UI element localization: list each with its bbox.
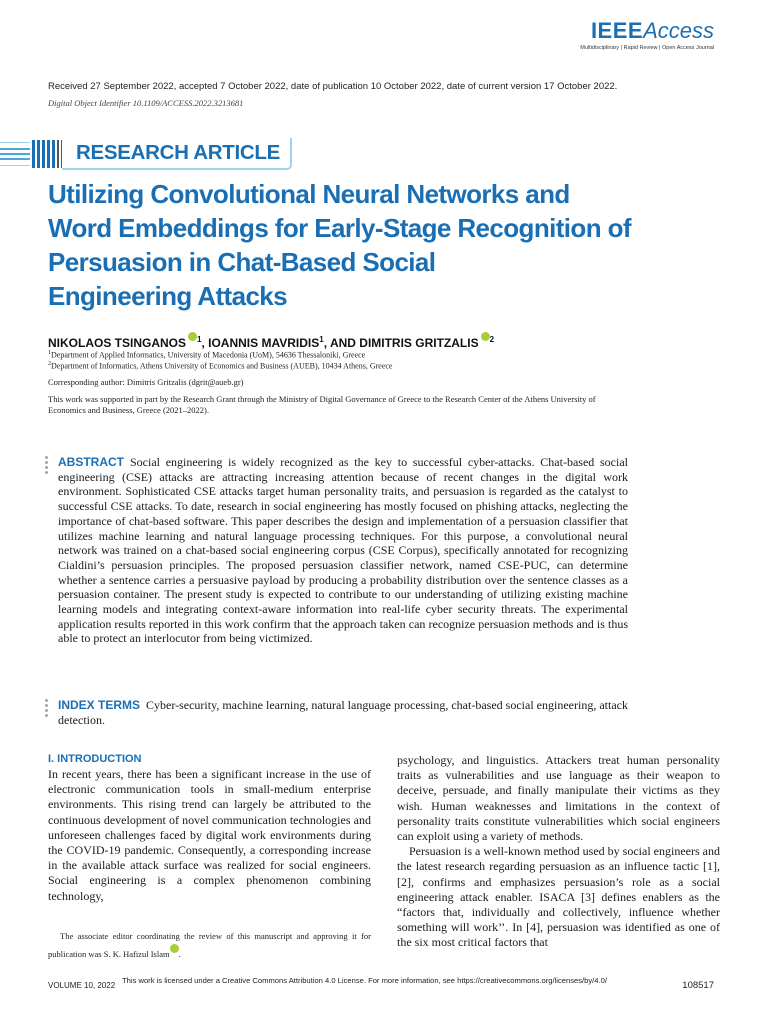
- page-number: 108517: [682, 980, 714, 991]
- title-line: Utilizing Convolutional Neural Networks and: [48, 179, 570, 209]
- footer-license: This work is licensed under a Creative Commons Attribution 4.0 License. For more information, see https://creativecommons.org/licenses/by/4.0/: [122, 976, 607, 985]
- index-terms-label: INDEX TERMS: [58, 698, 141, 712]
- author-list: [48, 333, 494, 350]
- editor-footnote: [48, 929, 371, 962]
- doi: Digital Object Identifier 10.1109/ACCESS.2022.3213681: [48, 98, 244, 108]
- funding-statement: This work was supported in part by the Research Grant through the Ministry of Digital Governance of Greece to the Research Center of the Athens University of Economics and Business, Greece (2021–2022).: [48, 394, 596, 415]
- journal-tagline: Multidisciplinary | Rapid Review | Open Access Journal: [580, 45, 714, 51]
- paper-title: [48, 177, 688, 313]
- affiliation-2: [48, 361, 392, 371]
- section-heading: I. INTRODUCTION: [48, 753, 142, 765]
- index-terms-text: Cyber-security, machine learning, natural language processing, chat-based social engineering, attack detection.: [58, 698, 628, 727]
- author-name: , IOANNIS MAVRIDIS: [201, 336, 320, 350]
- brand-bold: IEEE: [590, 18, 644, 43]
- abstract-text: Social engineering is widely recognized as the key to successful cyber-attacks. Chat-based social engineering (CSE) attacks are attracting increasing attention because of recent changes in the digital work environment. Sophisticated CSE attacks target human personality traits, and persuasion is regarded as the catalyst to successful CSE attacks. To date, research in social engineering has mostly focused on phishing attacks, neglecting the importance of chat-based software. This paper describes the design and implementation of a persuasion classifier that utilizes machine learning and natural language processing techniques. For this purpose, a convolutional neural network was trained on a chat-based social engineering corpus (CSE Corpus), specifically annotated for recognizing Cialdini’s persuasion principles. The proposed persuasion classifier network, named CSE-PUC, can determine whether a sentence carries a persuasive payload by producing a probability distribution over the sentence classes as a persuasion container. The present study is expected to contribute to our understanding of utilizing existing machine learning models and integrating context-aware information into real-life cyber security threats. The experimental application results reported in this work confirm that the approach taken can recognize persuasion methods and is thus able to protect an interlocutor from being victimized.: [58, 455, 628, 646]
- index-terms: [58, 698, 628, 727]
- brand-italic: Access: [643, 18, 714, 43]
- received-dates: Received 27 September 2022, accepted 7 October 2022, date of publication 10 October 2022, date of current version 17 October 2022.: [48, 81, 618, 92]
- title-line: Word Embeddings for Early-Stage Recognition of: [48, 213, 631, 243]
- title-line: Persuasion in Chat-Based Social: [48, 247, 436, 277]
- index-terms-marker: [45, 699, 48, 719]
- abstract-marker: [45, 456, 48, 476]
- orcid-icon[interactable]: [188, 332, 197, 341]
- affiliation-number: 1: [48, 350, 51, 356]
- abstract-label: ABSTRACT: [58, 455, 124, 469]
- intro-paragraphs: [397, 753, 720, 951]
- affiliation-1: [48, 350, 365, 360]
- affiliation-marker: 1: [197, 335, 202, 344]
- author-name: , AND DIMITRIS GRITZALIS: [323, 336, 479, 350]
- affiliation-number: 2: [48, 361, 51, 367]
- affiliation-marker: 2: [489, 335, 495, 344]
- footer-volume: VOLUME 10, 2022: [48, 981, 116, 990]
- author-name: NIKOLAOS TSINGANOS: [48, 336, 187, 350]
- footnote-end: .: [178, 948, 181, 959]
- footnote-text: The associate editor coordinating the review of this manuscript and approving it for publication was S. K. Hafizul Islam: [48, 931, 371, 959]
- journal-logo: [580, 20, 714, 51]
- affiliation-text: Department of Applied Informatics, University of Macedonia (UoM), 54636 Thessaloniki, Greece: [51, 350, 366, 360]
- intro-right-column: [397, 753, 720, 951]
- affiliation-marker: 1: [319, 335, 324, 344]
- title-line: Engineering Attacks: [48, 281, 288, 311]
- body-paragraph: In recent years, there has been a significant increase in the use of electronic communication tools in small-medium enterprise environments. This rising trend can largely be attributed to the continuous development of novel communication technologies and unforeseen challenges faced by digital work environments during the COVID-19 pandemic. Consequently, a corresponding increase in the available attack surface was realized for social engineers. Social engineering is a complex phenomenon combining technology,: [48, 767, 371, 903]
- body-paragraph: Persuasion is a well-known method used by social engineers and the latest research regarding persuasion as an influence tactic [1], [2], confirms and emphasizes persuasion’s role as a social engineering attack enabler. ISACA [3] defines enablers as the “factors that, individually and collectively, influence whether something will work’’. In [4], persuasion was identified as one of the six most critical factors that: [397, 844, 720, 950]
- abstract: [58, 455, 628, 646]
- orcid-icon[interactable]: [170, 944, 179, 953]
- article-type-label: RESEARCH ARTICLE: [62, 138, 292, 170]
- intro-paragraph: [48, 767, 371, 904]
- body-paragraph: psychology, and linguistics. Attackers treat human personality traits as vulnerabilities and use language as their weapon to deceive, persuade, and finally manipulate their victims as they wish. Human weaknesses and limitations in the context of personality traits constitute vulnerabilities which social engineers can exploit using a variety of methods.: [397, 753, 720, 844]
- journal-brand: [580, 20, 714, 42]
- intro-left-column: [48, 753, 371, 904]
- affiliation-text: Department of Informatics, Athens University of Economics and Business (AUEB), 10434 Athens, Greece: [51, 361, 393, 371]
- orcid-icon[interactable]: [481, 332, 490, 341]
- corresponding-author: Corresponding author: Dimitris Gritzalis (dgrit@aueb.gr): [48, 377, 244, 387]
